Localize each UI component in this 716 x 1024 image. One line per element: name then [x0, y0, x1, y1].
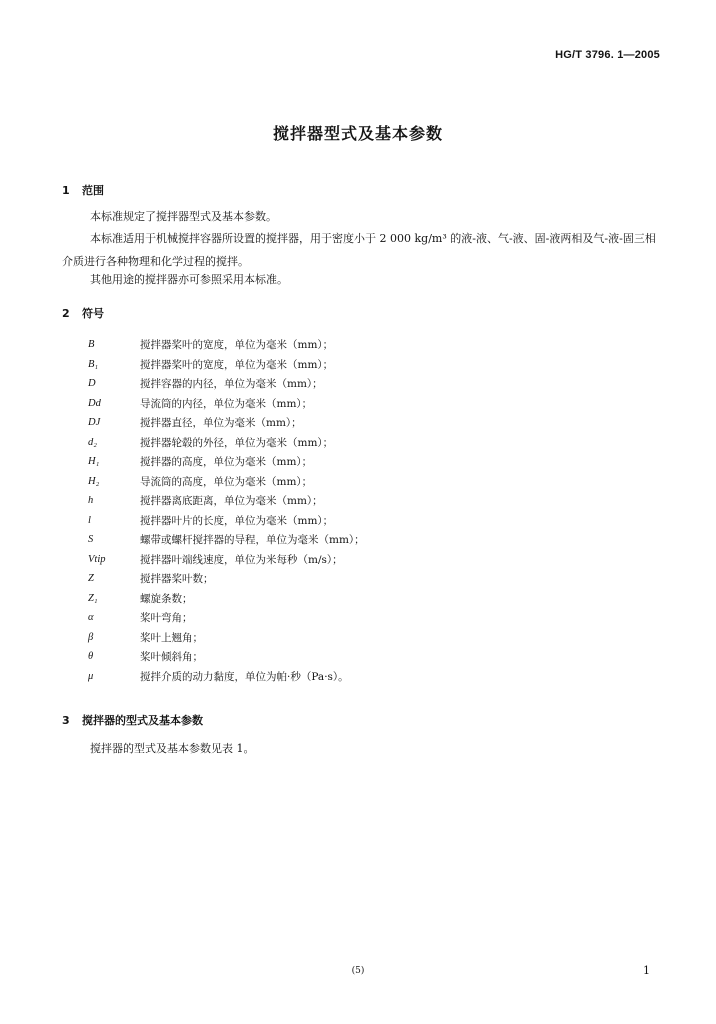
- symbol-row: [88, 374, 648, 394]
- symbol: S: [88, 534, 94, 546]
- symbol-row: [88, 452, 648, 472]
- symbol-description: 搅拌器叶片的长度，单位为毫米（mm）；: [140, 514, 334, 527]
- symbol-row: [88, 433, 648, 453]
- symbol-description: 桨叶上翘角；: [140, 631, 203, 644]
- symbol-row: [88, 335, 648, 355]
- symbol: B: [88, 339, 95, 351]
- section-3-heading: [62, 712, 203, 728]
- symbol-row: [88, 472, 648, 492]
- symbol: θ: [88, 651, 94, 663]
- symbol: Z: [88, 573, 94, 585]
- symbol: Z₁: [88, 592, 98, 604]
- section-2-heading: [62, 305, 104, 321]
- symbol-row: [88, 530, 648, 550]
- symbol: H₁: [88, 456, 100, 468]
- symbol-row: [88, 491, 648, 511]
- symbol-description: 桨叶倾斜角；: [140, 651, 203, 664]
- section-3-title: 搅拌器的型式及基本参数: [82, 714, 203, 727]
- symbol-row: [88, 355, 648, 375]
- symbol: DJ: [88, 417, 101, 429]
- symbol-row: [88, 511, 648, 531]
- symbol-row: [88, 628, 648, 648]
- symbol: D: [88, 378, 96, 390]
- symbol-description: 导流筒的高度，单位为毫米（mm）；: [140, 475, 313, 488]
- page-number: 1: [643, 964, 650, 977]
- standard-code: HG/T 3796. 1—2005: [555, 49, 660, 61]
- symbol-description: 搅拌器直径，单位为毫米（mm）；: [140, 417, 302, 430]
- symbol-row: [88, 647, 648, 667]
- symbol-row: [88, 667, 648, 687]
- symbol: h: [88, 495, 94, 507]
- symbol-description: 导流筒的内径，单位为毫米（mm）；: [140, 397, 313, 410]
- symbol: Dd: [88, 397, 101, 409]
- symbol-description: 搅拌器桨叶数；: [140, 573, 214, 586]
- section-3-number: 3: [62, 714, 70, 727]
- symbol-description: 搅拌器离底距离，单位为毫米（mm）；: [140, 495, 323, 508]
- symbol: H₂: [88, 475, 100, 487]
- symbol-description: 搅拌介质的动力黏度，单位为帕·秒（Pa·s）。: [140, 670, 349, 683]
- symbol-description: 螺带或螺杆搅拌器的导程，单位为毫米（mm）；: [140, 534, 365, 547]
- symbol-description: 搅拌器桨叶的宽度，单位为毫米（mm）；: [140, 358, 334, 371]
- symbol-row: [88, 550, 648, 570]
- section-1-number: 1: [62, 184, 70, 197]
- symbol-description: 搅拌器的高度，单位为毫米（mm）；: [140, 456, 313, 469]
- section-2-title: 符号: [82, 307, 104, 320]
- symbol-row: [88, 608, 648, 628]
- symbol-row: [88, 569, 648, 589]
- symbol: B₁: [88, 358, 99, 370]
- symbol: α: [88, 612, 94, 624]
- symbol: μ: [88, 670, 94, 682]
- symbol-description: 搅拌器桨叶的宽度，单位为毫米（mm）；: [140, 339, 334, 352]
- scope-paragraph-3: 其他用途的搅拌器亦可参照采用本标准。: [90, 273, 288, 286]
- section-2-number: 2: [62, 307, 70, 320]
- symbol-description: 搅拌容器的内径，单位为毫米（mm）；: [140, 378, 323, 391]
- symbol: d₂: [88, 436, 97, 448]
- symbol: Vtip: [88, 553, 106, 565]
- symbol: l: [88, 514, 91, 526]
- symbol-list: [88, 335, 648, 686]
- footer-sequence: (5): [351, 966, 365, 976]
- symbol-description: 螺旋条数；: [140, 592, 193, 605]
- symbol: β: [88, 631, 94, 643]
- document-title: 搅拌器型式及基本参数: [272, 124, 443, 143]
- symbol-row: [88, 413, 648, 433]
- symbol-description: 桨叶弯角；: [140, 612, 193, 625]
- section-1-heading: [62, 182, 104, 198]
- symbol-row: [88, 589, 648, 609]
- section-1-title: 范围: [82, 184, 104, 197]
- symbol-description: 搅拌器轮毂的外径，单位为毫米（mm）；: [140, 436, 334, 449]
- symbol-row: [88, 394, 648, 414]
- symbol-description: 搅拌器叶端线速度，单位为米每秒（m/s）；: [140, 553, 343, 566]
- scope-paragraph-2: 本标准适用于机械搅拌容器所设置的搅拌器，用于密度小于 2 000 kg/m³ 的液-液、气-液、固-液两相及气-液-固三相介质进行各种物理和化学过程的搅拌。: [62, 232, 656, 268]
- types-paragraph-1: 搅拌器的型式及基本参数见表 1。: [90, 742, 255, 755]
- scope-paragraph-1: 本标准规定了搅拌器型式及基本参数。: [90, 210, 277, 223]
